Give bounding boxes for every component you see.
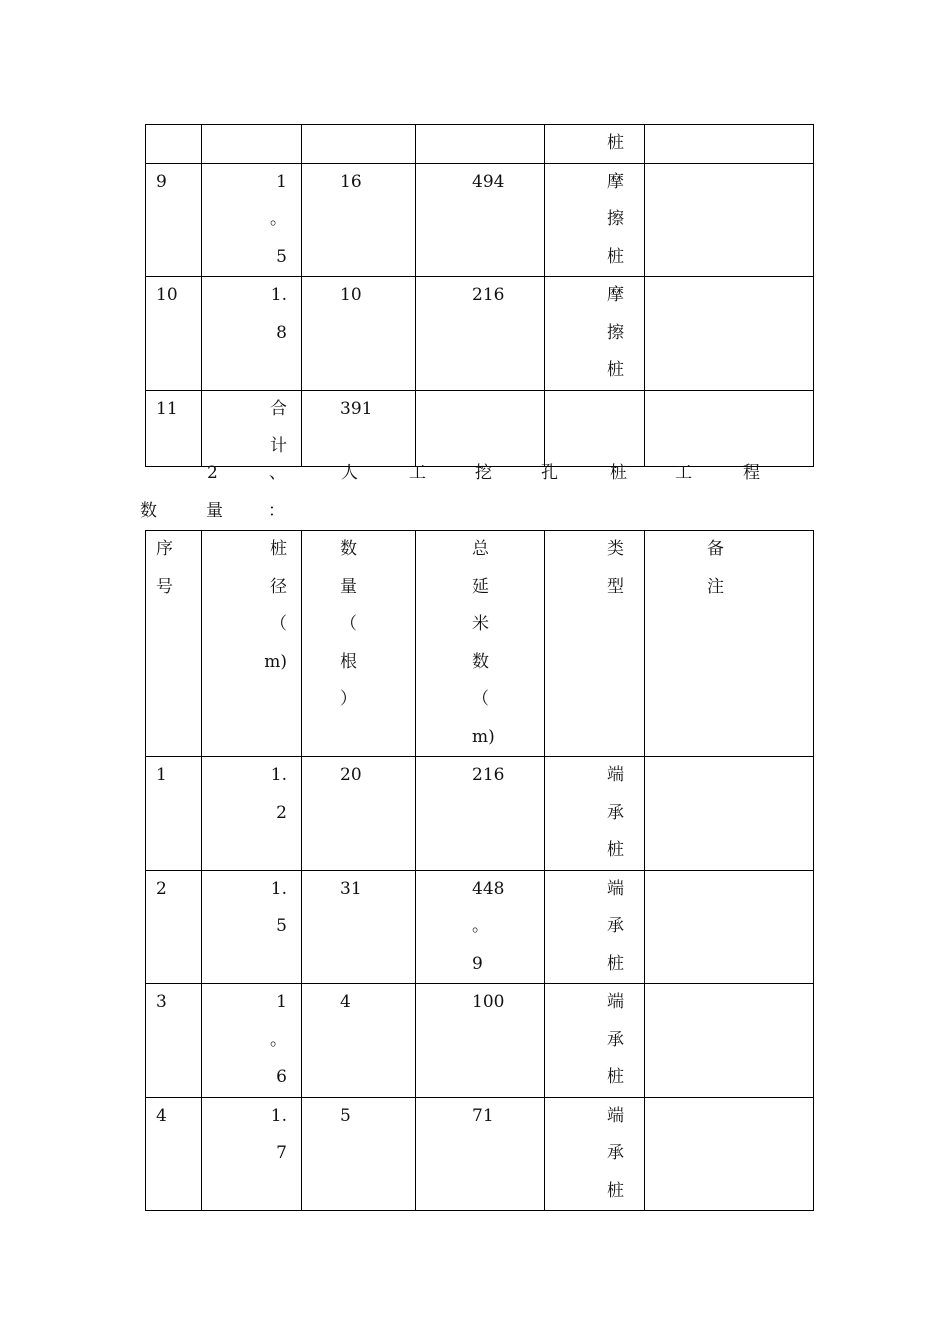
heading-char: 2 bbox=[207, 463, 218, 483]
table-cell: 9 bbox=[146, 163, 202, 277]
table-cell: 2 bbox=[146, 870, 202, 984]
table-cell bbox=[645, 984, 814, 1098]
table-cell: 4 bbox=[146, 1097, 202, 1211]
table-row bbox=[146, 757, 814, 871]
heading-char: 孔 bbox=[541, 463, 558, 483]
table-cell: 100 bbox=[416, 984, 545, 1098]
table-row bbox=[146, 870, 814, 984]
heading-char: 人 bbox=[341, 463, 358, 483]
table-cell: 494 bbox=[416, 163, 545, 277]
pile-table-continued bbox=[145, 124, 814, 467]
table-cell: 摩 擦 桩 bbox=[545, 163, 645, 277]
table-cell: 4 bbox=[302, 984, 416, 1098]
table-cell: 11 bbox=[146, 390, 202, 466]
table-cell bbox=[416, 125, 545, 164]
table-row bbox=[146, 163, 814, 277]
table-cell: 216 bbox=[416, 277, 545, 391]
table-cell: 5 bbox=[302, 1097, 416, 1211]
column-header: 类 型 bbox=[545, 531, 645, 757]
heading-char: ： bbox=[268, 501, 285, 521]
table-cell: 摩 擦 桩 bbox=[545, 277, 645, 391]
table-cell: 端 承 桩 bbox=[545, 984, 645, 1098]
table-cell: 71 bbox=[416, 1097, 545, 1211]
table-cell: 3 bbox=[146, 984, 202, 1098]
table-cell: 20 bbox=[302, 757, 416, 871]
table-cell: 桩 bbox=[545, 125, 645, 164]
table-cell: 16 bbox=[302, 163, 416, 277]
table-cell: 391 bbox=[302, 390, 416, 466]
table-cell: 1. 2 bbox=[202, 757, 302, 871]
table-cell bbox=[645, 870, 814, 984]
pile-quantity-table bbox=[145, 530, 814, 1211]
table-cell: 31 bbox=[302, 870, 416, 984]
table-cell bbox=[645, 277, 814, 391]
table-cell: 1 bbox=[146, 757, 202, 871]
table-cell: 1. 8 bbox=[202, 277, 302, 391]
table-cell: 1 。 6 bbox=[202, 984, 302, 1098]
column-header: 数 量 （ 根 ） bbox=[302, 531, 416, 757]
table-cell: 10 bbox=[146, 277, 202, 391]
table-cell: 1. 7 bbox=[202, 1097, 302, 1211]
heading-char: 挖 bbox=[475, 463, 492, 483]
heading-char: 工 bbox=[675, 463, 692, 483]
table-cell bbox=[645, 163, 814, 277]
table-cell bbox=[146, 125, 202, 164]
column-header: 桩 径 （ m) bbox=[202, 531, 302, 757]
table-cell: 合 计 bbox=[202, 390, 302, 466]
heading-char: 工 bbox=[409, 463, 426, 483]
table-cell: 端 承 桩 bbox=[545, 757, 645, 871]
heading-char: 程 bbox=[743, 463, 760, 483]
table-row bbox=[146, 984, 814, 1098]
table-cell: 216 bbox=[416, 757, 545, 871]
table-cell bbox=[202, 125, 302, 164]
table-cell: 1. 5 bbox=[202, 870, 302, 984]
table-cell bbox=[645, 757, 814, 871]
column-header: 序 号 bbox=[146, 531, 202, 757]
table-cell bbox=[302, 125, 416, 164]
table-cell: 10 bbox=[302, 277, 416, 391]
heading-char: 数 bbox=[140, 501, 157, 521]
table-row bbox=[146, 125, 814, 164]
heading-char: 桩 bbox=[610, 463, 627, 483]
table-cell bbox=[645, 1097, 814, 1211]
column-header: 备 注 bbox=[645, 531, 814, 757]
heading-char: 量 bbox=[206, 501, 223, 521]
table-header-row bbox=[146, 531, 814, 757]
table-cell: 448 。 9 bbox=[416, 870, 545, 984]
column-header: 总 延 米 数 （ m) bbox=[416, 531, 545, 757]
table-row bbox=[146, 277, 814, 391]
heading-char: 、 bbox=[269, 463, 286, 483]
table-cell bbox=[645, 125, 814, 164]
table-cell: 端 承 桩 bbox=[545, 870, 645, 984]
table-row bbox=[146, 1097, 814, 1211]
heading-line-1 bbox=[145, 455, 818, 492]
table-cell: 1 。 5 bbox=[202, 163, 302, 277]
table-cell: 端 承 桩 bbox=[545, 1097, 645, 1211]
